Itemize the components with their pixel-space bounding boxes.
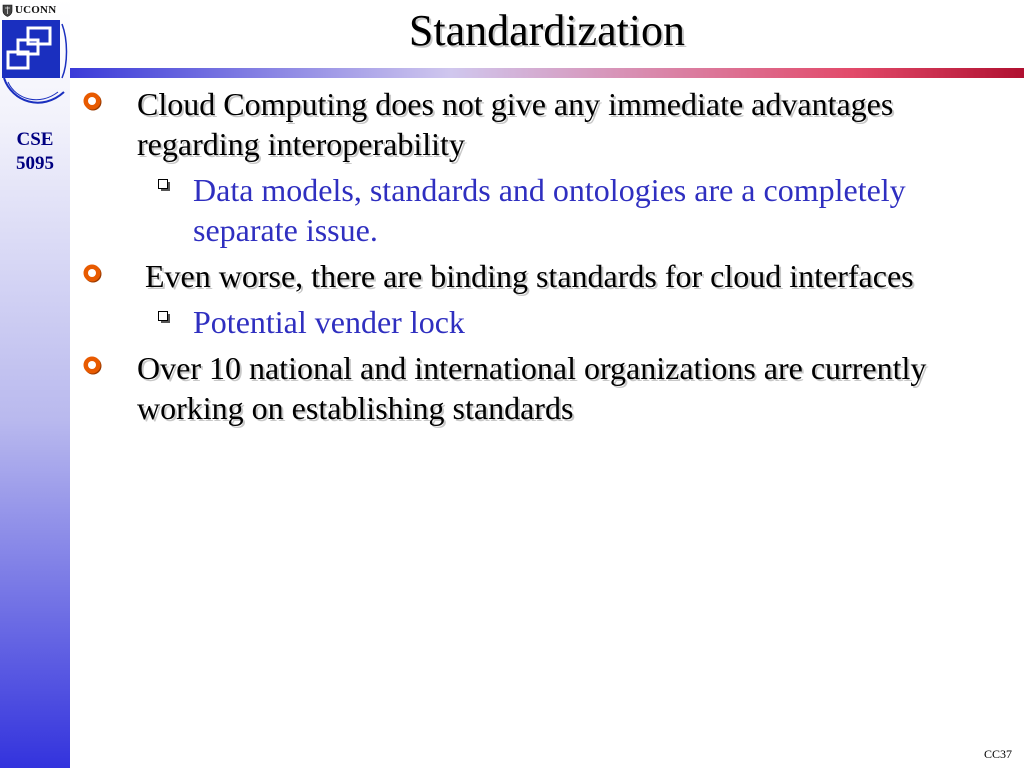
bullet-text: Over 10 national and international organizations are currently working on establishing standards [137,350,927,426]
slide-title: Standardization [408,6,686,55]
cse-department-logo [2,20,68,118]
bullet-item [82,256,1012,296]
uconn-seal-icon [2,4,13,17]
sub-bullet-item [82,170,1012,250]
bullet-text: Cloud Computing does not give any immediate advantages regarding interoperability [137,86,894,162]
sub-bullet-text: Data models, standards and ontologies are a completely separate issue. [193,172,906,248]
ring-bullet-icon [82,89,106,113]
title-divider [70,68,1024,78]
course-code: 5095 [16,153,54,174]
course-number [0,128,70,176]
bullet-text: Even worse, there are binding standards for cloud interfaces [137,258,914,294]
slide-number: CC37 [983,747,1012,761]
sidebar [0,0,70,768]
sub-bullet-item [82,302,1012,342]
bullet-item [82,348,1012,428]
sub-bullet-text: Potential vender lock [193,304,465,340]
slide-content [82,84,1012,434]
ring-bullet-icon [82,261,106,285]
checkbox-bullet-icon [157,310,171,324]
course-subject: CSE [16,129,54,150]
uconn-wordmark: UCONN [15,4,57,16]
uconn-header [2,2,56,18]
bullet-item [82,84,1012,164]
ring-bullet-icon [82,353,106,377]
checkbox-bullet-icon [157,178,171,192]
